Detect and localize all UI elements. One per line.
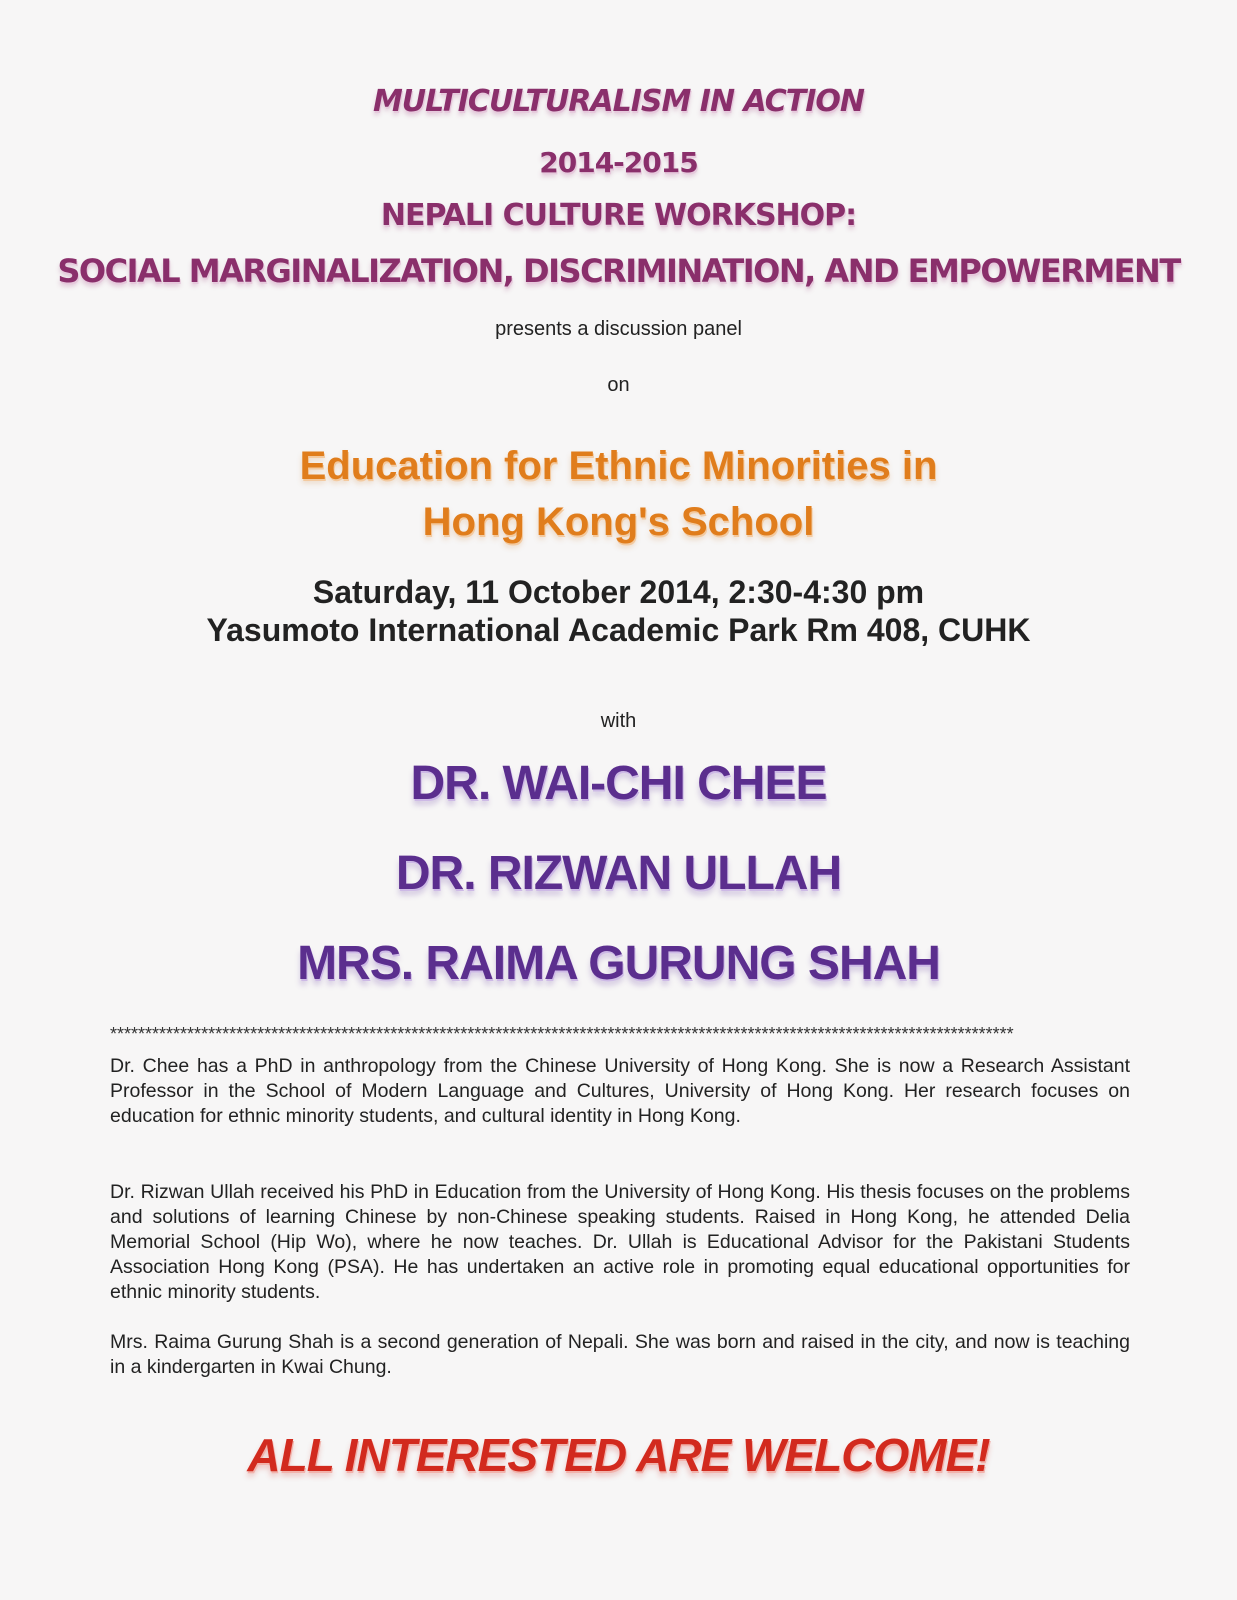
with-text: with — [600, 710, 637, 732]
speaker-bio: Dr. Rizwan Ullah received his PhD in Education from the University of Hong Kong. His thesis focuses on the problems and solutions of learning Chinese by non-Chinese speaking students. Raised in Hong Kong, he attended Delia Memorial School (Hip Wo), where he now teaches. Dr. Ullah is Educational Advisor for the Pakistani Students Association Hong Kong (PSA). He has undertaken an active role in promoting equal educational opportunities for ethnic minority students. — [110, 1181, 1130, 1303]
separator-line: ********************************************************************************************************************************* — [110, 1024, 1014, 1044]
program-years: 2014-2015 — [539, 146, 698, 179]
speaker-name: MRS. RAIMA GURUNG SHAH — [297, 937, 940, 990]
speaker-name: DR. RIZWAN ULLAH — [395, 847, 842, 900]
on-text: on — [607, 374, 630, 396]
event-date: Saturday, 11 October 2014, 2:30-4:30 pm — [312, 574, 925, 610]
program-title: MULTICULTURALISM IN ACTION — [372, 84, 865, 119]
speaker-bio: Dr. Chee has a PhD in anthropology from the Chinese University of Hong Kong. She is now a Research Assistant Professor in the School of Modern Language and Cultures, University of Hong Kong. Her research focuses on education for ethnic minority students, and cultural identity in Hong Kong. — [110, 1055, 1130, 1127]
presents-text: presents a discussion panel — [495, 318, 742, 340]
workshop-subtitle: SOCIAL MARGINALIZATION, DISCRIMINATION, AND EMPOWERMENT — [57, 252, 1180, 290]
topic-line-1: Education for Ethnic Minorities in — [299, 444, 938, 488]
welcome-banner: ALL INTERESTED ARE WELCOME! — [247, 1429, 990, 1481]
event-venue: Yasumoto International Academic Park Rm 408, CUHK — [206, 612, 1031, 648]
topic-line-2: Hong Kong's School — [422, 500, 815, 544]
speaker-name: DR. WAI-CHI CHEE — [410, 757, 827, 810]
speaker-bio: Mrs. Raima Gurung Shah is a second generation of Nepali. She was born and raised in the city, and now is teaching in a kindergarten in Kwai Chung. — [110, 1331, 1130, 1378]
workshop-title: NEPALI CULTURE WORKSHOP: — [380, 198, 857, 233]
